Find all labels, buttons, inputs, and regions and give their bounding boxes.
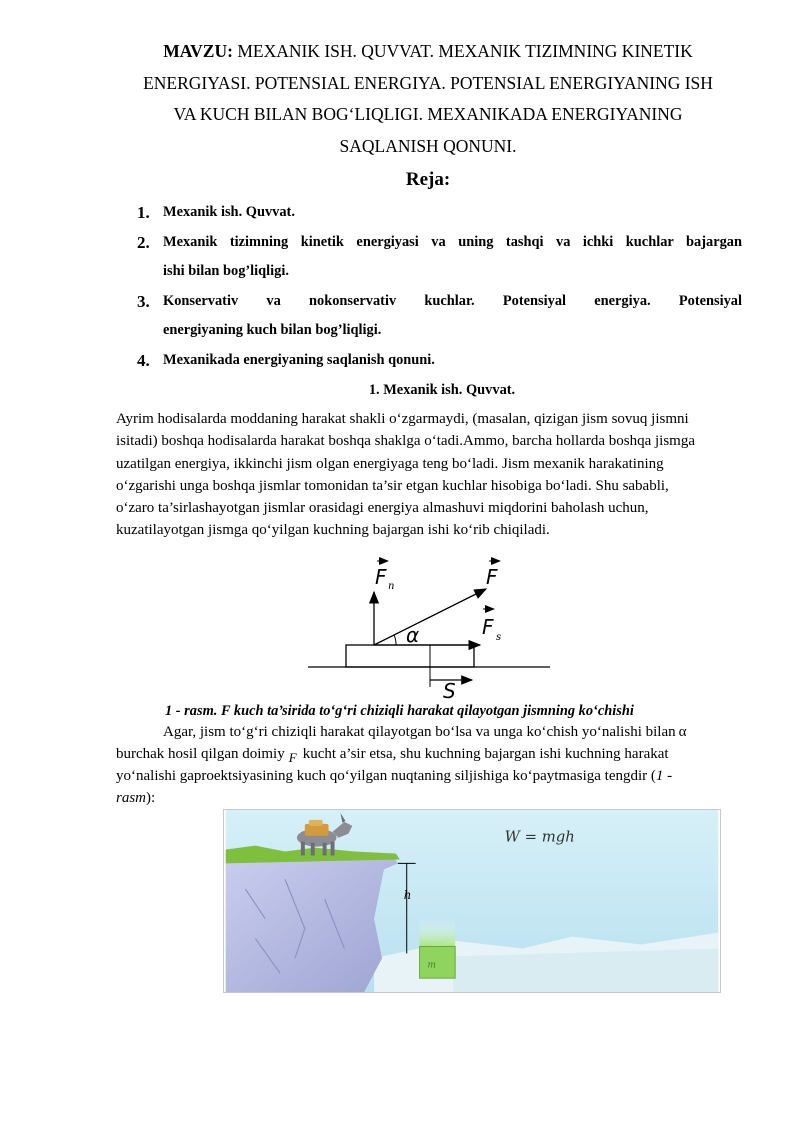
paragraph-line xyxy=(116,787,756,809)
section-heading: 1. Mexanik ish. Quvvat. xyxy=(368,382,516,398)
tangent-force-label: F xyxy=(482,615,494,639)
document-title xyxy=(100,36,756,162)
plan-item-4 xyxy=(137,346,742,376)
title-line-1: MEXANIK ISH. QUVVAT. MEXANIK TIZIMNING KINETIK xyxy=(237,41,693,61)
plan-item-3 xyxy=(137,287,742,346)
paragraph-line: o‘zaro ta’sirlashayotgan jismlar orasidagi energiya almashuvi miqdorini baholash uchun, xyxy=(116,500,649,517)
displacement-label: S xyxy=(443,679,456,703)
force-symbol: F xyxy=(288,750,297,765)
paragraph-line-text: burchak hosil qilgan doimiy xyxy=(116,746,285,762)
plan-item-text: energiyaning kuch bilan bog’liqligi. xyxy=(163,322,382,338)
cliff xyxy=(226,857,398,992)
angle-arc xyxy=(394,635,396,645)
plan-item-number: 4. xyxy=(137,350,150,370)
paragraph-line: uzatilgan energiya, ikkinchi jism olgan energiyaga teng bo‘ladi. Jism mexanik harakatining xyxy=(116,455,664,472)
potential-energy-illustration xyxy=(223,809,721,993)
paragraph-1 xyxy=(116,408,756,542)
force-label: F xyxy=(486,565,498,589)
plan-item-text: Mexanikada energiyaning saqlanish qonuni. xyxy=(163,351,435,368)
paragraph-line xyxy=(116,765,756,787)
figure-reference: 1 - xyxy=(655,768,673,784)
paragraph-line-text: Agar, jism to‘g‘ri chiziqli harakat qilayotgan bo‘lsa va unga ko‘chish yo‘nalishi bilan xyxy=(163,724,676,740)
mass-label: m xyxy=(427,960,436,971)
normal-force-label: F xyxy=(375,565,387,589)
plan-item-2 xyxy=(137,228,742,287)
paragraph-line: Ayrim hodisalarda moddaning harakat shakli o‘zgarmaydi, (masalan, qizigan jism sovuq jismni xyxy=(116,411,689,427)
paragraph-line: kuzatilayotgan jismga qo‘yilgan kuchning bajargan ishi ko‘rib chiqiladi. xyxy=(116,522,550,539)
plan-item-text: ishi bilan bog’liqligi. xyxy=(163,263,289,279)
plan-item-1 xyxy=(137,198,742,228)
plan-heading: Reja: xyxy=(405,169,451,190)
paragraph-line-text: kucht a’sir etsa, shu kuchning bajargan ishi kuchning harakat xyxy=(302,746,669,762)
plan-item-number: 2. xyxy=(137,232,150,252)
block-glow xyxy=(420,919,456,949)
body-block xyxy=(346,645,474,667)
plan-item-number: 3. xyxy=(137,291,150,311)
paragraph-line: o‘zgarishi unga boshqa jismlar tomonidan ta’sir etgan kuchlar hisobiga bo‘ladi. Shu sababli, xyxy=(116,477,669,494)
title-line-2: ENERGIYASI. POTENSIAL ENERGIYA. POTENSIAL ENERGIYANING ISH xyxy=(143,72,713,93)
height-label: h xyxy=(403,888,412,903)
paragraph-line-text: yo‘nalishi gaproektsiyasining kuch qo‘yilgan nuqtaning siljishiga ko‘paytmasiga tengdir ( xyxy=(116,768,656,784)
title-line-3: VA KUCH BILAN BOG‘LIQLIGI. MEXANIKADA ENERGIYANING xyxy=(173,104,683,124)
paragraph-line xyxy=(116,721,756,743)
plan-item-text: Mexanik tizimning kinetik energiyasi va uning tashqi va ichki kuchlar bajargan xyxy=(163,233,742,250)
figure-caption: 1 - rasm. F kuch ta’sirida to‘g‘ri chiziqli harakat qilayotgan jismning ko‘chishi xyxy=(165,703,634,719)
alpha-symbol: α xyxy=(678,724,687,740)
plan-item-text: Konservativ va nokonservativ kuchlar. Potensiyal energiya. Potensiyal xyxy=(163,292,742,309)
formula-label: W = mgh xyxy=(504,828,575,846)
force-diagram xyxy=(300,552,556,706)
plan-item-number: 1. xyxy=(137,203,150,222)
normal-force-subscript: n xyxy=(388,581,395,592)
mass-block xyxy=(420,947,456,979)
title-line-4: SAQLANISH QONUNI. xyxy=(339,135,517,156)
plan-list xyxy=(137,198,742,375)
figure-reference: rasm xyxy=(116,790,147,806)
paragraph-2 xyxy=(116,721,756,809)
force-arrow xyxy=(374,589,486,645)
paragraph-line: isitadi) boshqa hodisalarda harakat boshqa shaklga o‘tadi.Ammo, barcha hollarda boshqa jismga xyxy=(116,433,696,450)
tangent-force-subscript: s xyxy=(496,632,502,643)
paragraph-line xyxy=(116,743,756,765)
paragraph-line-text: ): xyxy=(146,790,156,806)
title-prefix: MAVZU: xyxy=(163,41,233,61)
angle-label: α xyxy=(406,623,420,647)
plan-item-text: Mexanik ish. Quvvat. xyxy=(163,204,295,220)
